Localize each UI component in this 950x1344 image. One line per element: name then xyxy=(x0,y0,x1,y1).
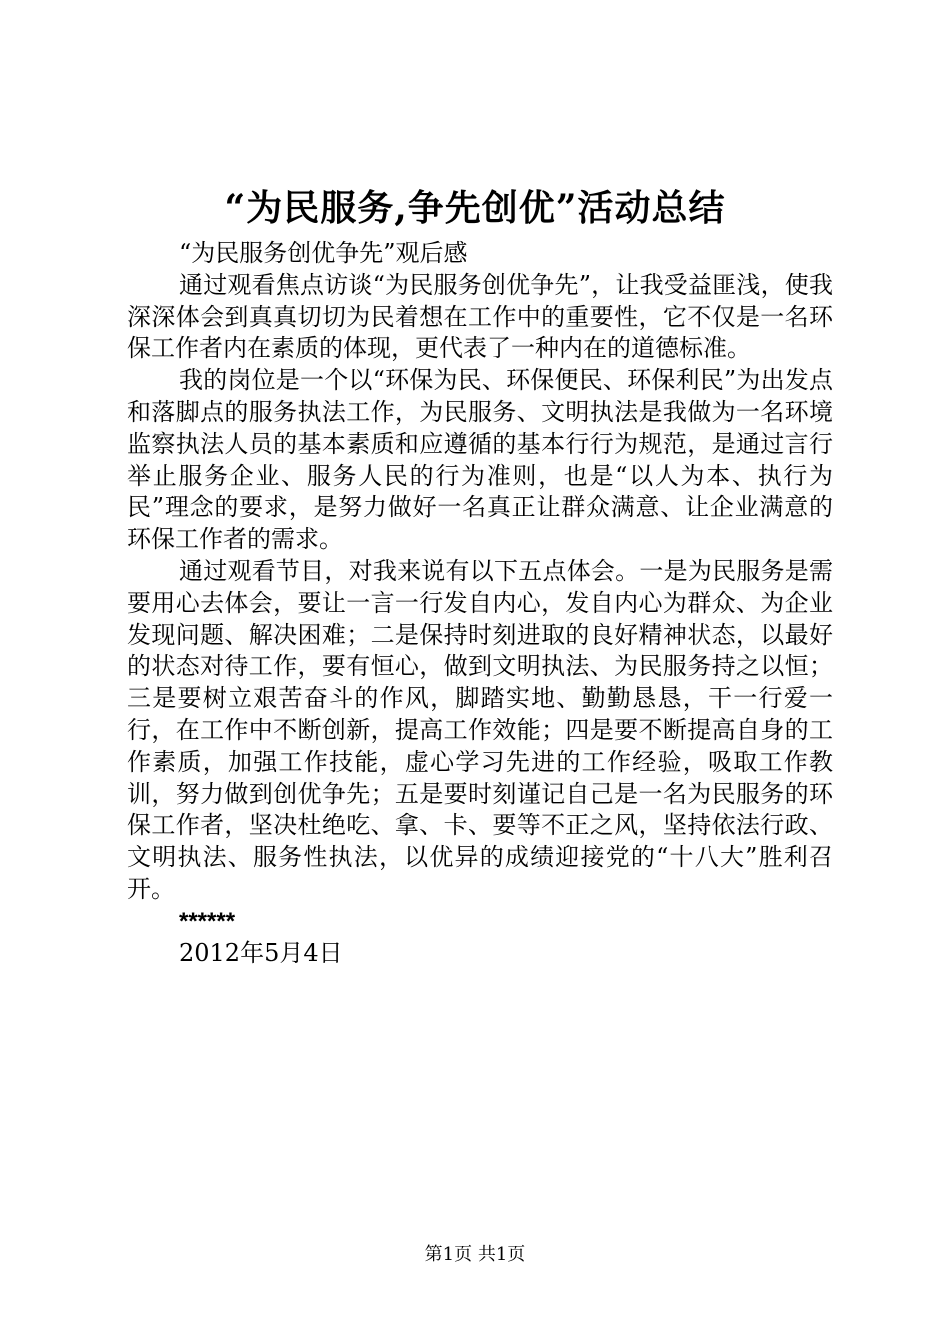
signature: ****** xyxy=(179,907,236,935)
document-subtitle: “为民服务创优争先”观后感 xyxy=(179,239,468,267)
document-title: “为民服务,争先创优”活动总结 xyxy=(224,187,726,229)
document-date: 2012年5月4日 xyxy=(179,938,343,967)
paragraph-1: 通过观看焦点访谈“为民服务创优争先”，让我受益匪浅，使我深深体会到真真切切为民着想在工作中的重要性，它不仅是一名环保工作者内在素质的体现，更代表了一种内在的道德标准。 xyxy=(127,270,833,363)
document-body xyxy=(127,238,833,969)
paragraph-2: 我的岗位是一个以“环保为民、环保便民、环保利民”为出发点和落脚点的服务执法工作，为民服务、文明执法是我做为一名环境监察执法人员的基本素质和应遵循的基本行行为规范，是通过言行举止服务企业、服务人民的行为准则，也是“以人为本、执行为民”理念的要求，是努力做好一名真正让群众满意、让企业满意的环保工作者的需求。 xyxy=(127,366,833,554)
page-footer: 第1页 共1页 xyxy=(424,1244,526,1265)
paragraph-3: 通过观看节目，对我来说有以下五点体会。一是为民服务是需要用心去体会，要让一言一行发自内心，发自内心为群众、为企业发现问题、解决困难；二是保持时刻进取的良好精神状态，以最好的状态对待工作，要有恒心，做到文明执法、为民服务持之以恒；三是要树立艰苦奋斗的作风，脚踏实地、勤勤恳恳，干一行爱一行，在工作中不断创新，提高工作效能；四是要不断提高自身的工作素质，加强工作技能，虚心学习先进的工作经验，吸取工作教训，努力做到创优争先；五是要时刻谨记自己是一名为民服务的环保工作者，坚决杜绝吃、拿、卡、要等不正之风，坚持依法行政、文明执法、服务性执法，以优异的成绩迎接党的“十八大”胜利召开。 xyxy=(127,556,833,903)
